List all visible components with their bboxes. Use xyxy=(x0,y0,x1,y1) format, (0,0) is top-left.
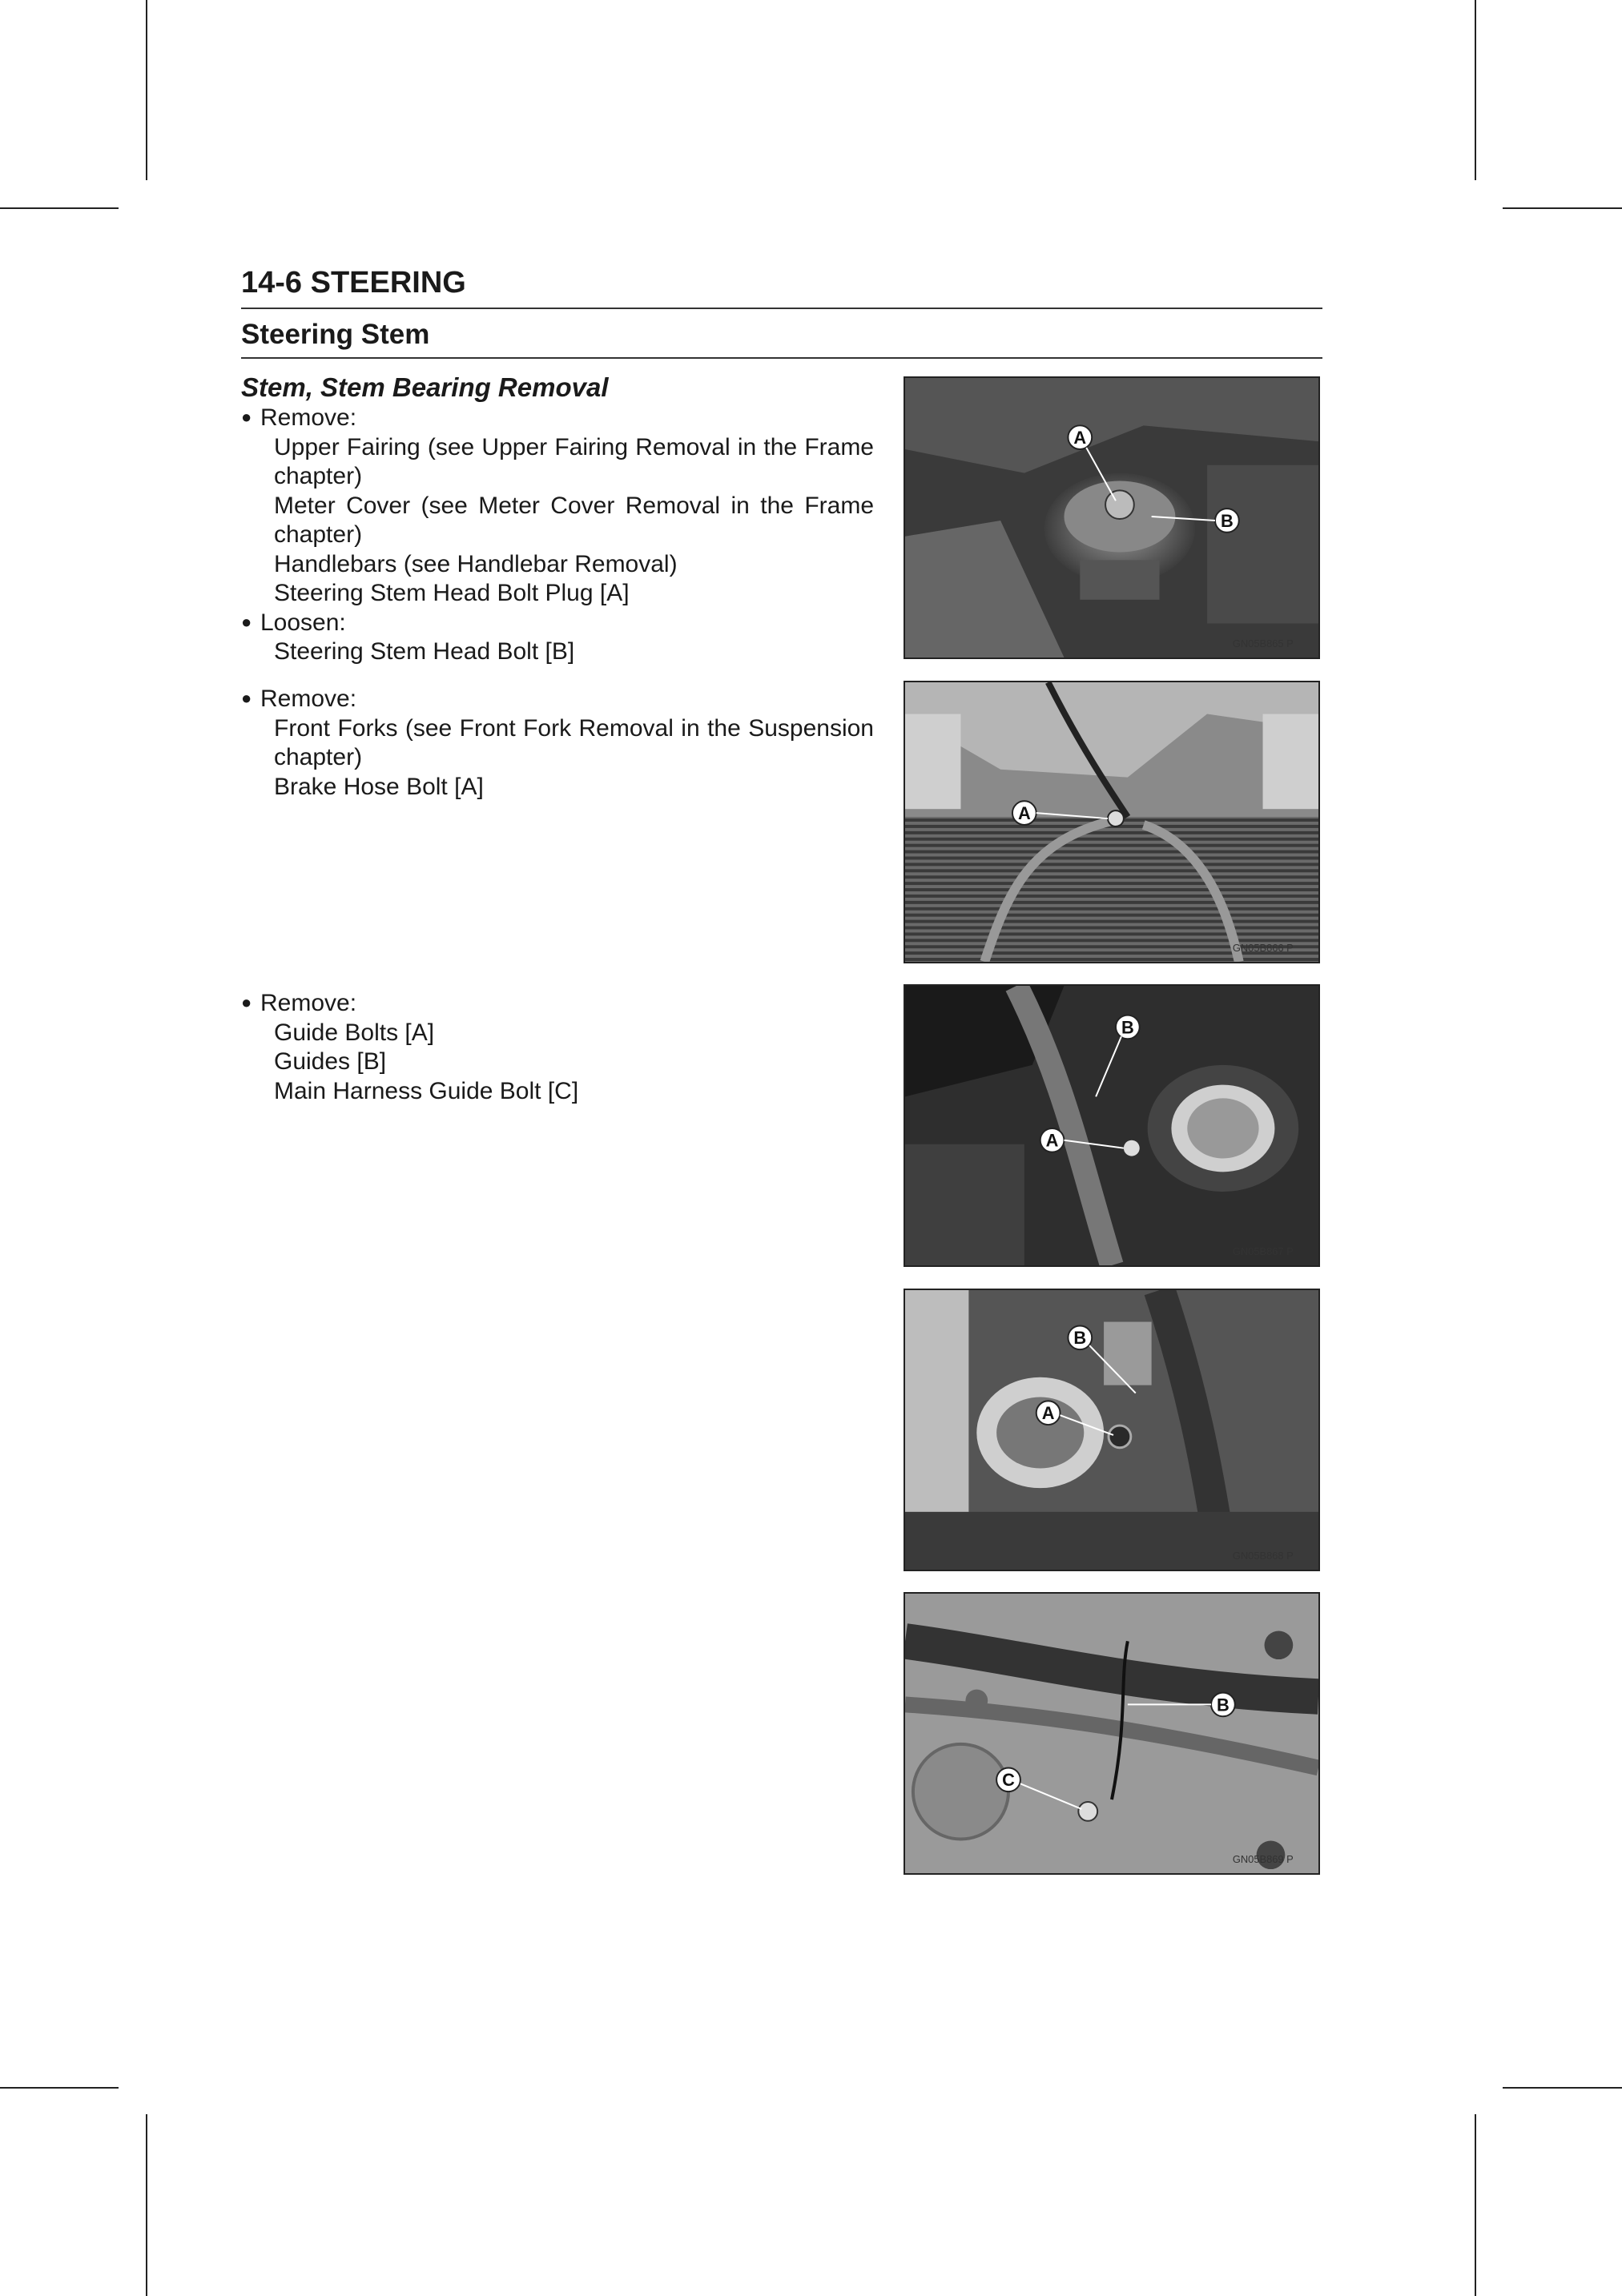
list-item: Guides [B] xyxy=(274,1048,387,1075)
figure-guides xyxy=(904,1289,1320,1571)
callout-label: B xyxy=(1073,1328,1087,1349)
step-remove: ● Remove: xyxy=(241,404,874,433)
callout-label: B xyxy=(1121,1017,1134,1038)
list-item: Handlebars (see Handlebar Removal) xyxy=(274,550,678,577)
header-rule xyxy=(241,308,1322,309)
list-item: Steering Stem Head Bolt [B] xyxy=(274,638,575,665)
photo-brake-hose xyxy=(905,682,1318,962)
photo-guide-bolts xyxy=(905,986,1318,1265)
crop-mark xyxy=(146,0,147,180)
callout-label: B xyxy=(1217,1695,1230,1715)
figure-guide-bolts xyxy=(904,984,1320,1267)
crop-mark xyxy=(1475,0,1476,180)
list-item: Front Forks (see Front Fork Removal in the Suspension chapter) xyxy=(274,714,874,770)
step-loosen: ● Loosen: xyxy=(241,609,874,638)
photo-stem-head xyxy=(905,378,1318,657)
crop-mark xyxy=(1503,207,1622,209)
procedure-block-1 xyxy=(241,372,874,667)
photo-main-harness-guide xyxy=(905,1594,1318,1873)
list-item: Meter Cover (see Meter Cover Removal in the Frame chapter) xyxy=(274,492,874,548)
list-item: Steering Stem Head Bolt Plug [A] xyxy=(274,580,630,606)
figure-brake-hose-bolt xyxy=(904,681,1320,963)
figure-code: GN05B867 P xyxy=(1232,1245,1294,1258)
crop-mark xyxy=(1503,2087,1622,2089)
crop-mark xyxy=(0,207,119,209)
figure-stem-head-bolt xyxy=(904,376,1320,659)
procedure-heading: Stem, Stem Bearing Removal xyxy=(241,372,609,402)
callout-label: A xyxy=(1073,428,1087,448)
callout-label: C xyxy=(1002,1770,1015,1791)
chapter-title: 14-6 STEERING xyxy=(241,266,466,300)
figure-code: GN05B866 P xyxy=(1232,942,1294,955)
page-header xyxy=(241,264,1322,367)
figure-code: GN05B865 P xyxy=(1232,637,1294,650)
step-remove: ● Remove: xyxy=(241,685,874,714)
crop-mark xyxy=(0,2087,119,2089)
list-item: Upper Fairing (see Upper Fairing Removal in the Frame chapter) xyxy=(274,433,874,489)
list-item: Brake Hose Bolt [A] xyxy=(274,773,484,800)
callout-label: A xyxy=(1045,1130,1059,1151)
callout-label: A xyxy=(1041,1403,1055,1424)
section-title: Steering Stem xyxy=(241,319,430,350)
list-item: Main Harness Guide Bolt [C] xyxy=(274,1077,579,1104)
crop-mark xyxy=(146,2114,147,2296)
figure-code: GN05B869 P xyxy=(1232,1853,1294,1866)
callout-label: A xyxy=(1017,803,1031,824)
figure-main-harness-guide xyxy=(904,1592,1320,1875)
procedure-block-3 xyxy=(241,989,874,1106)
step-remove: ● Remove: xyxy=(241,989,874,1019)
crop-mark xyxy=(1475,2114,1476,2296)
section-rule xyxy=(241,357,1322,359)
procedure-block-2 xyxy=(241,685,874,802)
figure-code: GN05B868 P xyxy=(1232,1550,1294,1562)
photo-guides xyxy=(905,1290,1318,1570)
callout-label: B xyxy=(1221,510,1234,531)
list-item: Guide Bolts [A] xyxy=(274,1019,435,1046)
